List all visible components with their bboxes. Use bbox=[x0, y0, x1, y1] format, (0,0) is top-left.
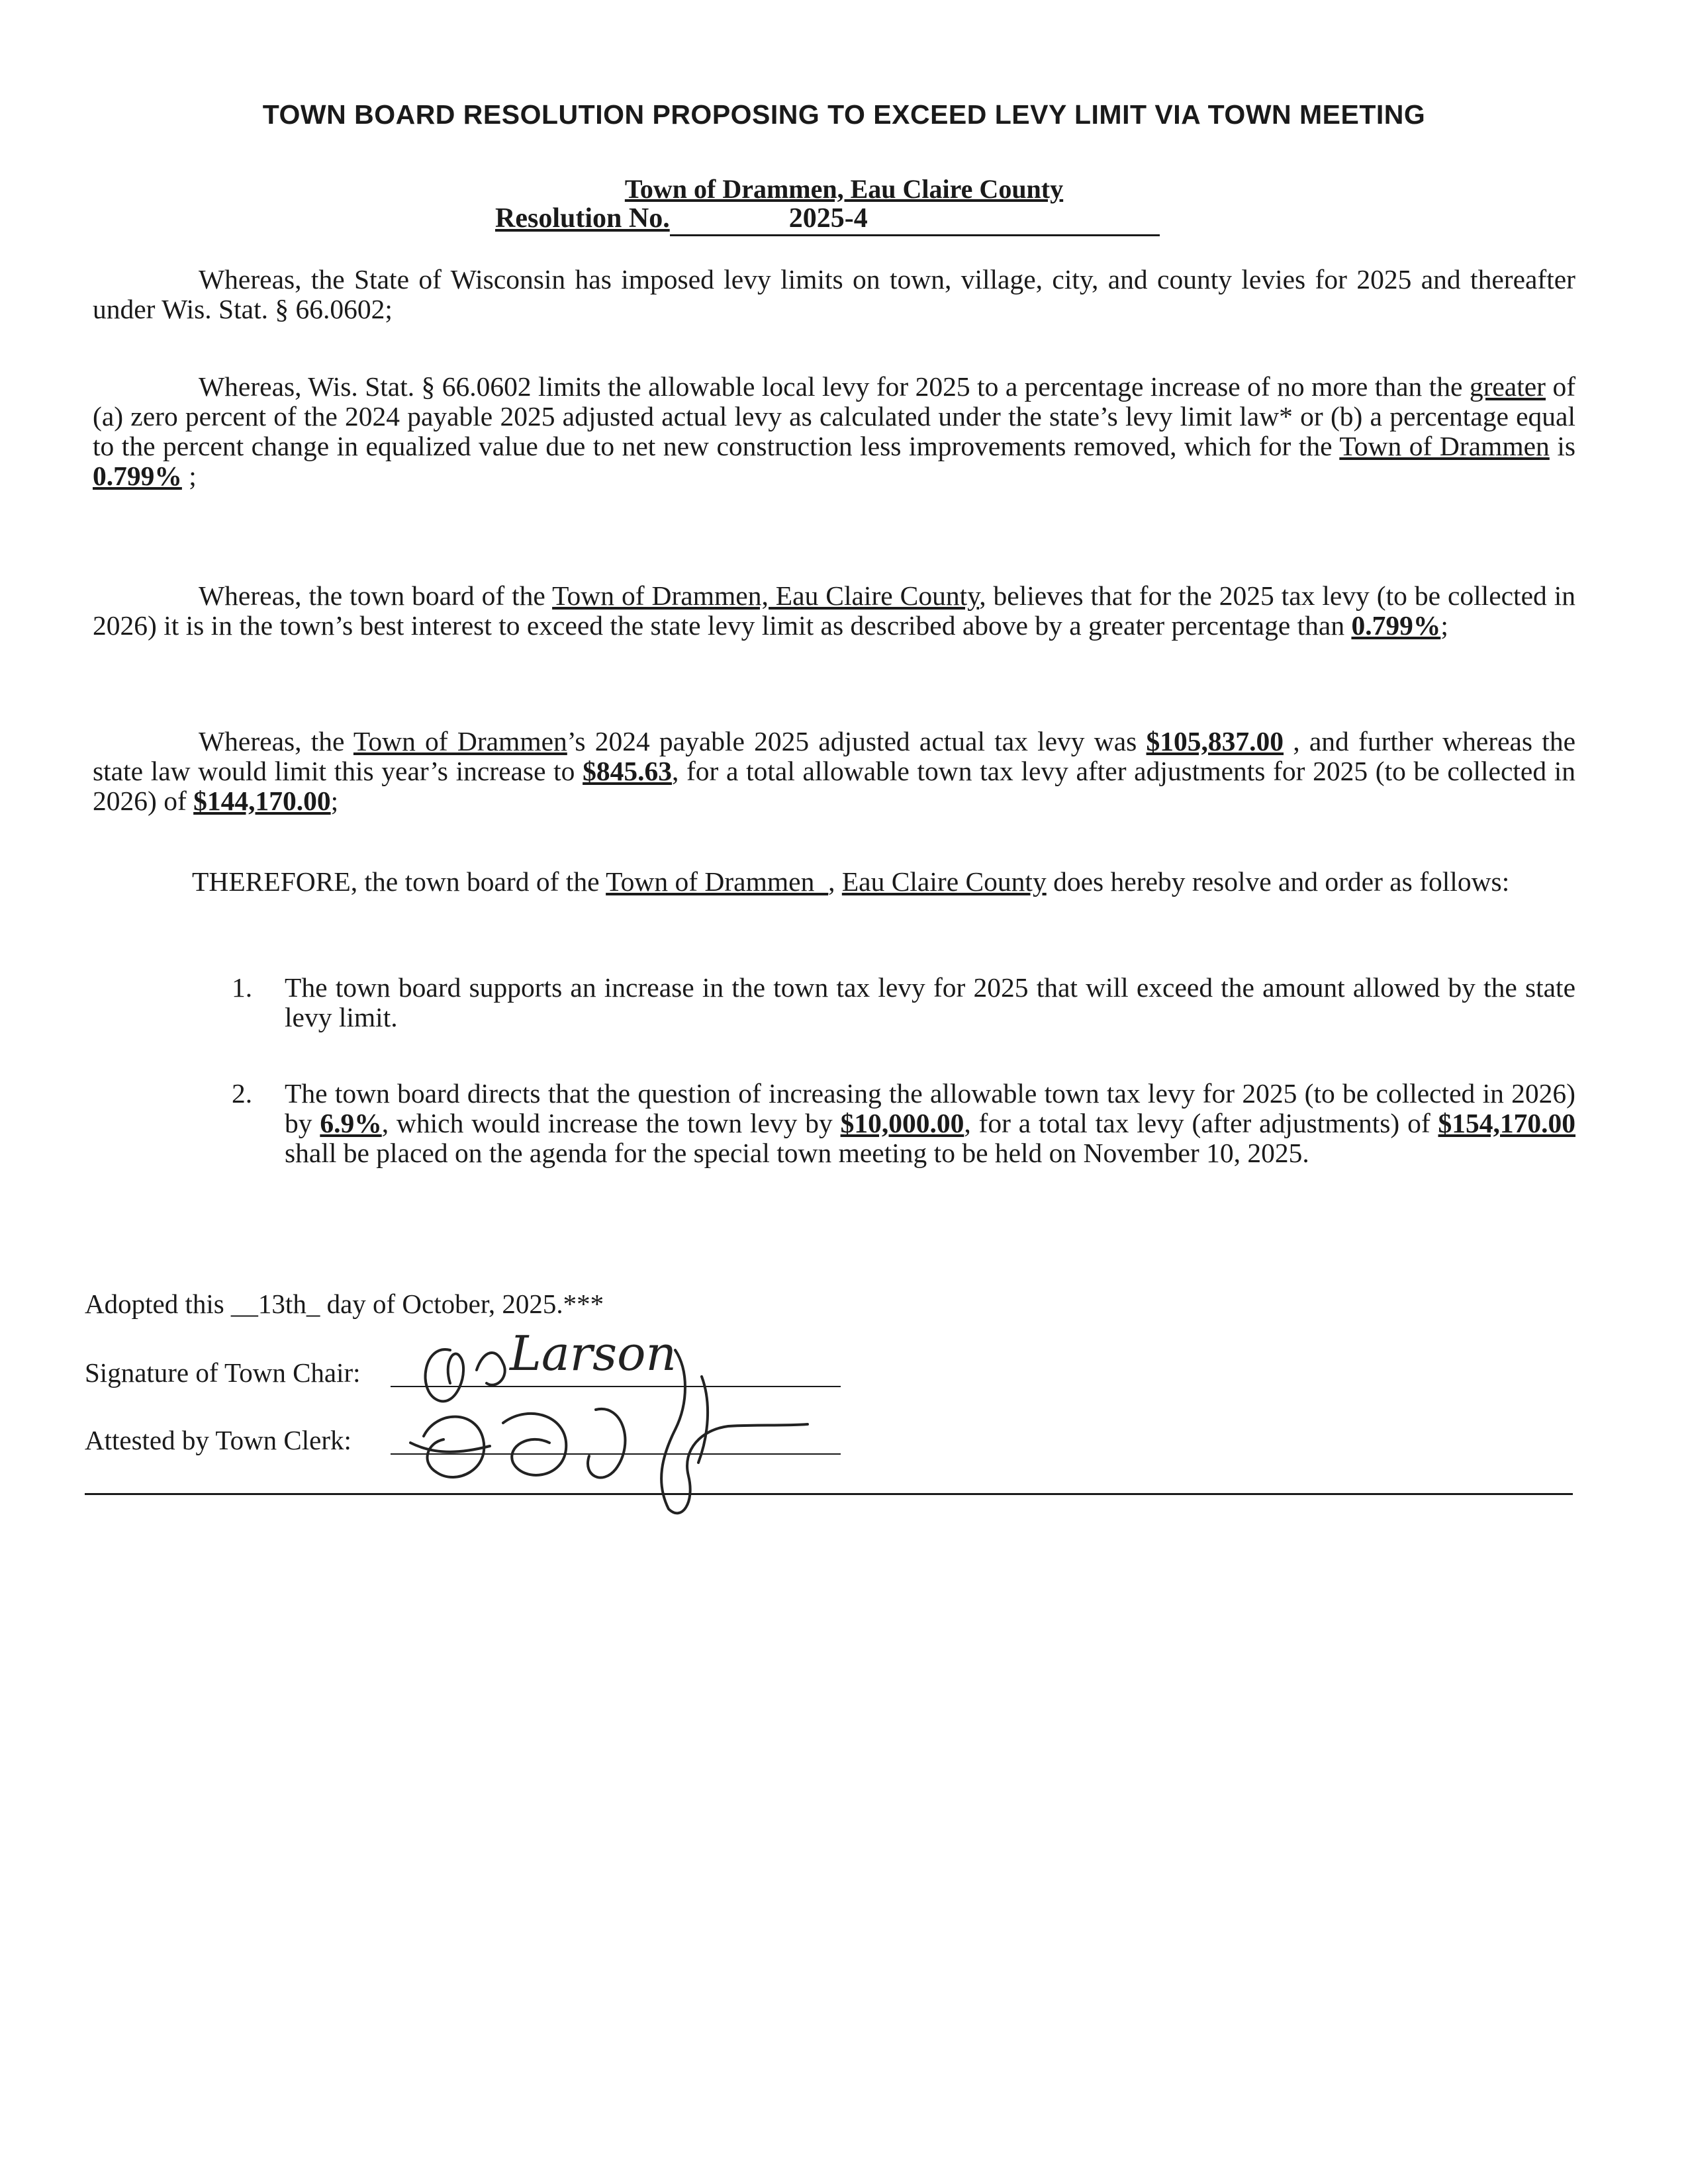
para4-allowed-increase: $845.63 bbox=[583, 756, 672, 786]
para3-text-b: , believes that for the 2025 tax levy (to be collected in 2026) it is in the town’s best interest to exceed the state levy limit as described above by a greater percentage than bbox=[93, 580, 1575, 641]
para2-text-a: Whereas, Wis. Stat. § 66.0602 limits the allowable local levy for 2025 to a percentage increase of no more than the bbox=[199, 371, 1463, 402]
para5-text-a: THEREFORE, the town board of the bbox=[192, 866, 600, 897]
item-2-text-a: The town board directs that the question of increasing the allowable town tax levy for 2025 (to be collected in 2026) by bbox=[285, 1078, 1575, 1138]
para3-percentage: 0.799% bbox=[1351, 610, 1441, 641]
item-2-text bbox=[285, 1079, 1575, 1168]
para2-percentage: 0.799% bbox=[93, 461, 182, 491]
town-chair-label: Signature of Town Chair: bbox=[85, 1357, 361, 1388]
para4-town: Town of Drammen bbox=[353, 726, 567, 756]
para5-county: Eau Claire County bbox=[841, 866, 1047, 897]
para2-town: Town of Drammen bbox=[1339, 431, 1550, 461]
whereas-paragraph-2 bbox=[93, 372, 1575, 491]
item-2-increase: $10,000.00 bbox=[840, 1108, 964, 1138]
handwritten-signatures bbox=[397, 1310, 861, 1529]
para3-text-a: Whereas, the town board of the bbox=[199, 580, 545, 611]
therefore-paragraph bbox=[93, 867, 1575, 897]
para4-text-c: , and further whereas the state law would limit this year’s increase to bbox=[93, 726, 1575, 786]
resolution-label: Resolution No. bbox=[495, 203, 670, 234]
item-2-text-d: shall be placed on the agenda for the special town meeting to be held on November 10, 2025. bbox=[285, 1138, 1309, 1168]
para1-text: Whereas, the State of Wisconsin has imposed levy limits on town, village, city, and county levies for 2025 and thereafter under Wis. Stat. § 66.0602; bbox=[93, 264, 1575, 324]
item-2-text-b: , which would increase the town levy by bbox=[381, 1108, 833, 1138]
para2-greater: greater bbox=[1469, 371, 1546, 402]
resolution-number-line bbox=[495, 203, 1160, 236]
whereas-paragraph-4 bbox=[93, 727, 1575, 816]
document-title: TOWN BOARD RESOLUTION PROPOSING TO EXCEED LEVY LIMIT VIA TOWN MEETING bbox=[262, 99, 1426, 130]
resolution-item-2 bbox=[232, 1079, 1575, 1168]
para4-end: ; bbox=[330, 786, 339, 816]
para5-town: Town of Drammen_ bbox=[606, 866, 829, 897]
para4-text-a: Whereas, the bbox=[199, 726, 345, 756]
para2-text-b: of (a) zero percent of the 2024 payable 2025 adjusted actual levy as calculated under the state’s levy limit law* or (b) a percentage equal to the percent change in equalized value due to net new construction less improvements removed, which for the bbox=[93, 371, 1576, 461]
item-2-percentage: 6.9% bbox=[320, 1108, 382, 1138]
para5-text-b: does hereby resolve and order as follows: bbox=[1053, 866, 1510, 897]
item-1-text: The town board supports an increase in the town tax levy for 2025 that will exceed the amount allowed by the state levy limit. bbox=[285, 972, 1575, 1032]
para5-comma: , bbox=[828, 866, 835, 897]
signature-text: Larson bbox=[510, 1326, 677, 1381]
para2-is: is bbox=[1557, 431, 1576, 461]
resolution-number: 2025-4 bbox=[670, 203, 1160, 236]
para4-allowable-total: $144,170.00 bbox=[193, 786, 331, 816]
adopted-date-line: Adopted this __13th_ day of October, 2025.*** bbox=[85, 1289, 604, 1319]
para4-text-d: , for a total allowable town tax levy after adjustments for 2025 (to be collected in 2026) of bbox=[93, 756, 1576, 816]
para4-adjusted-levy: $105,837.00 bbox=[1146, 726, 1284, 756]
whereas-paragraph-1 bbox=[93, 265, 1575, 324]
town-clerk-label: Attested by Town Clerk: bbox=[85, 1425, 352, 1455]
item-2-text-c: , for a total tax levy (after adjustments) of bbox=[964, 1108, 1430, 1138]
para4-text-b: ’s 2024 payable 2025 adjusted actual tax levy was bbox=[567, 726, 1137, 756]
town-county-heading: Town of Drammen, Eau Claire County bbox=[624, 174, 1064, 204]
para3-end: ; bbox=[1440, 610, 1448, 641]
para2-end: ; bbox=[189, 461, 197, 491]
resolution-item-1 bbox=[232, 973, 1575, 1032]
para3-town: Town of Drammen, Eau Claire County bbox=[552, 580, 980, 611]
item-2-total: $154,170.00 bbox=[1438, 1108, 1576, 1138]
item-2-number: 2. bbox=[232, 1078, 253, 1109]
item-1-number: 1. bbox=[232, 972, 253, 1003]
whereas-paragraph-3 bbox=[93, 581, 1575, 641]
